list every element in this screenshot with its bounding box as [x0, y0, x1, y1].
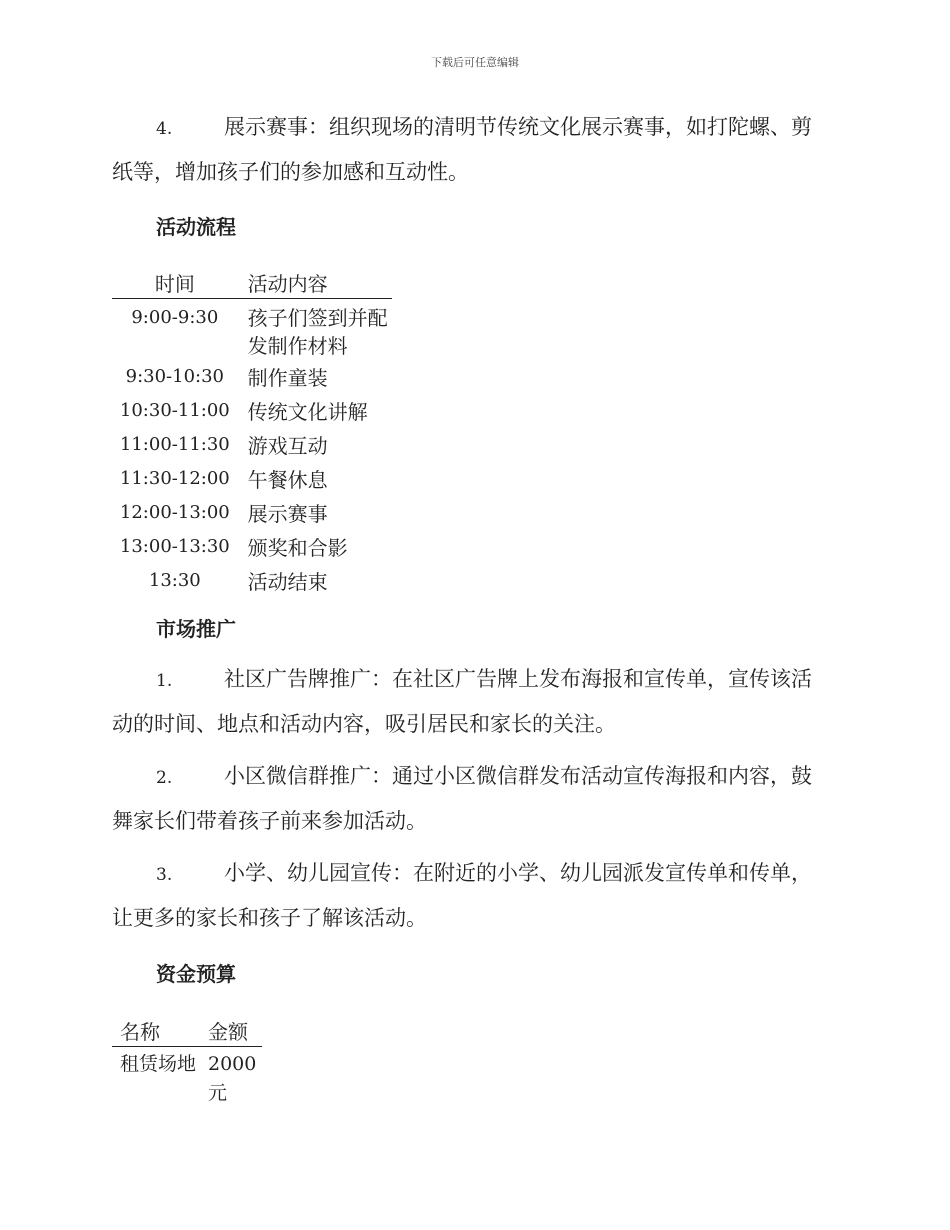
time-cell: 13:30	[148, 570, 201, 591]
item-text-line1: 展示赛事：组织现场的清明节传统文化展示赛事，如打陀螺、剪	[224, 115, 812, 139]
amount-cell: 2000元	[208, 1053, 257, 1104]
time-cell: 10:30-11:00	[119, 400, 230, 421]
marketing-item-1	[112, 658, 832, 746]
table-row	[112, 360, 392, 394]
activity-cell: 孩子们签到并配发制作材料	[247, 306, 388, 358]
section-title-flow: 活动流程	[156, 215, 236, 239]
activity-cell: 午餐休息	[247, 468, 328, 492]
time-cell: 13:00-13:30	[119, 536, 230, 557]
section-title-budget: 资金预算	[156, 962, 236, 986]
item-text-line1: 小学、幼儿园宣传：在附近的小学、幼儿园派发宣传单和传单，	[224, 861, 812, 885]
table-row	[112, 428, 392, 462]
item-number: 4.	[156, 119, 173, 139]
time-cell: 9:30-10:30	[125, 366, 225, 387]
item-text-line2: 舞家长们带着孩子前来参加活动。	[112, 809, 427, 833]
table-row	[112, 299, 392, 361]
item-text-line2: 让更多的家长和孩子了解该活动。	[112, 906, 427, 930]
activity-cell: 制作童装	[247, 366, 328, 390]
table-row	[112, 394, 392, 428]
intro-item-4	[112, 106, 832, 194]
table-row	[112, 564, 392, 598]
item-text-line2: 纸等，增加孩子们的参加感和互动性。	[112, 160, 469, 184]
time-cell: 9:00-9:30	[131, 307, 219, 328]
column-header-time: 时间	[112, 266, 238, 299]
section-title-marketing: 市场推广	[156, 617, 236, 641]
activity-cell: 传统文化讲解	[247, 400, 368, 424]
item-number: 1.	[156, 671, 173, 691]
item-text-line1: 社区广告牌推广：在社区广告牌上发布海报和宣传单，宣传该活	[224, 667, 812, 691]
page-header: 下载后可任意编辑	[431, 56, 519, 69]
table-row	[112, 496, 392, 530]
marketing-item-2	[112, 755, 832, 843]
activity-cell: 活动结束	[247, 570, 328, 594]
column-header-activity: 活动内容	[238, 266, 392, 299]
activity-cell: 颁奖和合影	[247, 536, 348, 560]
activity-cell: 游戏互动	[247, 434, 328, 458]
table-row	[112, 462, 392, 496]
table-row	[112, 1047, 262, 1109]
column-header-amount: 金额	[208, 1014, 262, 1047]
item-number: 3.	[156, 865, 173, 885]
budget-table	[112, 1014, 262, 1108]
item-text-line2: 动的时间、地点和活动内容，吸引居民和家长的关注。	[112, 712, 616, 736]
activity-cell: 展示赛事	[247, 502, 328, 526]
table-row	[112, 530, 392, 564]
marketing-item-3	[112, 852, 832, 940]
time-cell: 11:30-12:00	[119, 468, 230, 489]
item-number: 2.	[156, 768, 173, 788]
activity-flow-table	[112, 266, 392, 598]
time-cell: 12:00-13:00	[119, 502, 230, 523]
time-cell: 11:00-11:30	[119, 434, 230, 455]
name-cell: 租赁场地	[120, 1053, 197, 1075]
column-header-name: 名称	[112, 1014, 208, 1047]
item-text-line1: 小区微信群推广：通过小区微信群发布活动宣传海报和内容，鼓	[224, 764, 812, 788]
